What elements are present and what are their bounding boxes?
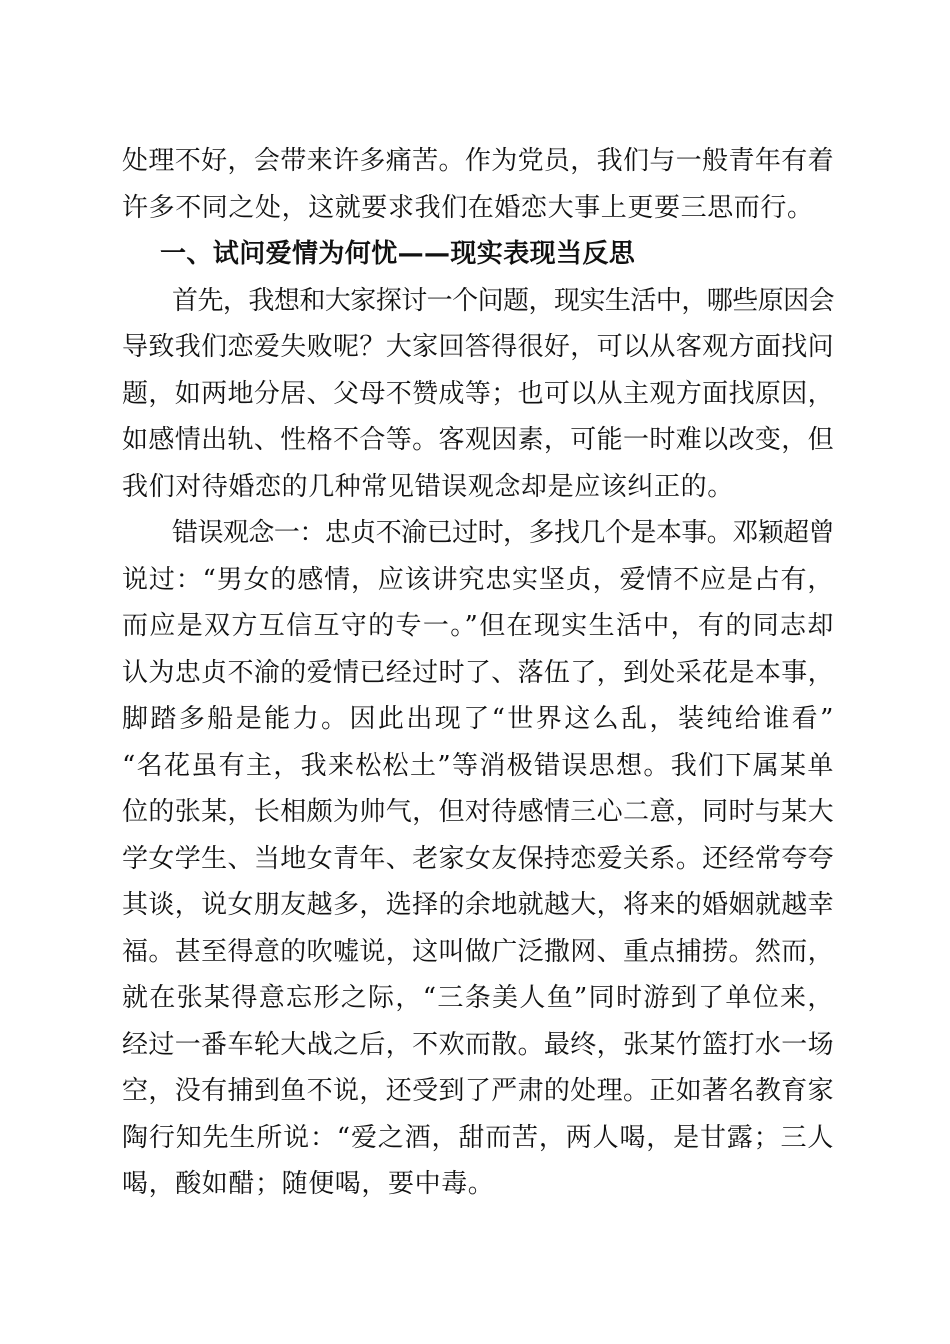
section-heading: 一、试问爱情为何忧——现实表现当反思 xyxy=(160,239,636,269)
body-text-line: 陶行知先生所说：“爱之酒，甜而苦，两人喝，是甘露；三人 xyxy=(122,1123,834,1153)
body-text-line: 题，如两地分居、父母不赞成等；也可以从主观方面找原因， xyxy=(122,379,834,409)
body-text-line: 认为忠贞不渝的爱情已经过时了、落伍了，到处采花是本事， xyxy=(122,658,834,688)
body-text-line: 喝，酸如醋；随便喝，要中毒。 xyxy=(122,1169,495,1199)
body-text-line: 福。甚至得意的吹嘘说，这叫做广泛撒网、重点捕捞。然而， xyxy=(122,937,834,967)
body-text-line: 其谈，说女朋友越多，选择的余地就越大，将来的婚姻就越幸 xyxy=(122,890,834,920)
body-text-line: 处理不好，会带来许多痛苦。作为党员，我们与一般青年有着 xyxy=(122,146,834,176)
body-text-line: 我们对待婚恋的几种常见错误观念却是应该纠正的。 xyxy=(122,472,734,502)
body-text-line: 说过：“男女的感情，应该讲究忠实坚贞，爱情不应是占有， xyxy=(122,565,834,595)
body-text-line: 位的张某，长相颇为帅气，但对待感情三心二意，同时与某大 xyxy=(122,797,834,827)
body-text-line: 导致我们恋爱失败呢？大家回答得很好，可以从客观方面找问 xyxy=(122,332,834,362)
body-text-line: 而应是双方互信互守的专一。”但在现实生活中，有的同志却 xyxy=(122,611,834,641)
body-text-line: 就在张某得意忘形之际，“三条美人鱼”同时游到了单位来， xyxy=(122,983,834,1013)
body-text-line: 许多不同之处，这就要求我们在婚恋大事上更要三思而行。 xyxy=(122,193,814,223)
paragraph-first-line: 首先，我想和大家探讨一个问题，现实生活中，哪些原因会 xyxy=(172,286,834,316)
paragraph-first-line: 错误观念一：忠贞不渝已过时，多找几个是本事。邓颖超曾 xyxy=(172,518,834,548)
body-text-line: 如感情出轨、性格不合等。客观因素，可能一时难以改变，但 xyxy=(122,425,834,455)
body-text-line: 学女学生、当地女青年、老家女友保持恋爱关系。还经常夸夸 xyxy=(122,844,834,874)
body-text-line: “名花虽有主，我来松松土”等消极错误思想。我们下属某单 xyxy=(122,751,834,781)
body-text-line: 脚踏多船是能力。因此出现了“世界这么乱，装纯给谁看” xyxy=(122,704,834,734)
body-text-line: 经过一番车轮大战之后，不欢而散。最终，张某竹篮打水一场 xyxy=(122,1030,834,1060)
body-text-line: 空，没有捕到鱼不说，还受到了严肃的处理。正如著名教育家 xyxy=(122,1076,834,1106)
